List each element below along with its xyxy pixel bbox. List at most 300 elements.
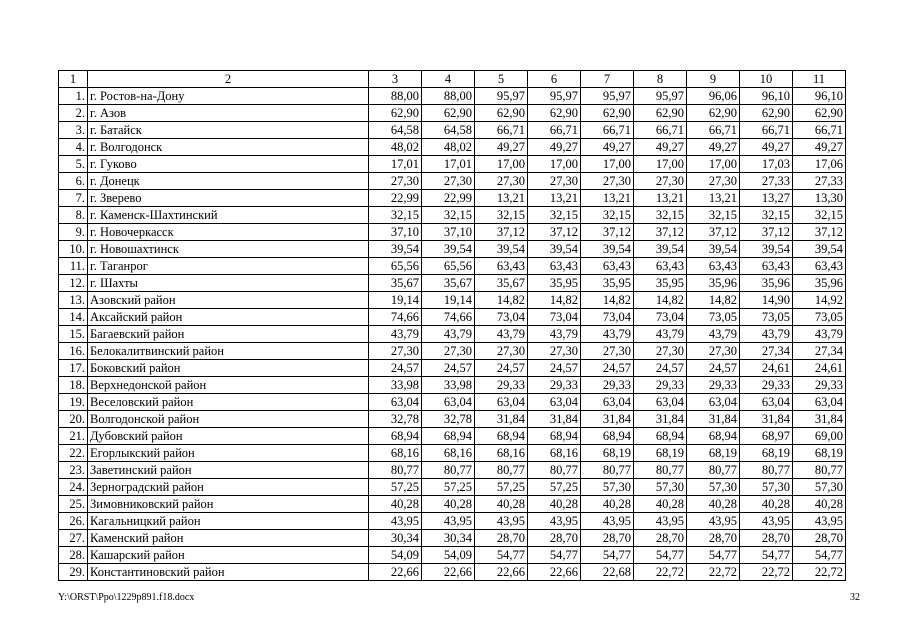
- value-cell: 14,82: [475, 292, 528, 309]
- row-number-cell: 17.: [59, 360, 88, 377]
- column-header-4: 4: [422, 71, 475, 88]
- value-cell: 24,57: [528, 360, 581, 377]
- value-cell: 66,71: [528, 122, 581, 139]
- district-name-cell: г. Шахты: [88, 275, 369, 292]
- table-row: [59, 428, 846, 445]
- value-cell: 65,56: [422, 258, 475, 275]
- value-cell: 31,84: [475, 411, 528, 428]
- value-cell: 29,33: [581, 377, 634, 394]
- value-cell: 54,77: [740, 547, 793, 564]
- value-cell: 95,97: [634, 88, 687, 105]
- value-cell: 63,43: [581, 258, 634, 275]
- value-cell: 43,79: [740, 326, 793, 343]
- value-cell: 32,15: [422, 207, 475, 224]
- value-cell: 63,43: [687, 258, 740, 275]
- value-cell: 63,04: [687, 394, 740, 411]
- value-cell: 31,84: [528, 411, 581, 428]
- table-row: [59, 360, 846, 377]
- value-cell: 17,01: [369, 156, 422, 173]
- value-cell: 24,61: [740, 360, 793, 377]
- value-cell: 37,10: [369, 224, 422, 241]
- value-cell: 33,98: [422, 377, 475, 394]
- value-cell: 14,82: [581, 292, 634, 309]
- table-row: [59, 547, 846, 564]
- value-cell: 49,27: [634, 139, 687, 156]
- value-cell: 69,00: [793, 428, 846, 445]
- value-cell: 95,97: [528, 88, 581, 105]
- value-cell: 24,57: [422, 360, 475, 377]
- value-cell: 39,54: [475, 241, 528, 258]
- value-cell: 40,28: [793, 496, 846, 513]
- value-cell: 37,12: [634, 224, 687, 241]
- district-name-cell: Зерноградский район: [88, 479, 369, 496]
- value-cell: 57,25: [475, 479, 528, 496]
- row-number-cell: 25.: [59, 496, 88, 513]
- row-number-cell: 6.: [59, 173, 88, 190]
- value-cell: 28,70: [475, 530, 528, 547]
- district-name-cell: г. Новочеркасск: [88, 224, 369, 241]
- value-cell: 32,15: [793, 207, 846, 224]
- value-cell: 57,25: [422, 479, 475, 496]
- table-row: [59, 326, 846, 343]
- value-cell: 35,67: [369, 275, 422, 292]
- row-number-cell: 3.: [59, 122, 88, 139]
- value-cell: 37,12: [475, 224, 528, 241]
- value-cell: 62,90: [422, 105, 475, 122]
- value-cell: 73,04: [581, 309, 634, 326]
- value-cell: 39,54: [422, 241, 475, 258]
- row-number-cell: 29.: [59, 564, 88, 581]
- value-cell: 62,90: [581, 105, 634, 122]
- value-cell: 27,33: [740, 173, 793, 190]
- district-name-cell: г. Батайск: [88, 122, 369, 139]
- district-name-cell: Аксайский район: [88, 309, 369, 326]
- value-cell: 31,84: [740, 411, 793, 428]
- value-cell: 57,25: [528, 479, 581, 496]
- table-row: [59, 292, 846, 309]
- value-cell: 43,95: [475, 513, 528, 530]
- value-cell: 57,25: [369, 479, 422, 496]
- value-cell: 32,15: [528, 207, 581, 224]
- value-cell: 62,90: [634, 105, 687, 122]
- district-name-cell: Егорлыкский район: [88, 445, 369, 462]
- value-cell: 22,99: [422, 190, 475, 207]
- value-cell: 63,04: [793, 394, 846, 411]
- value-cell: 66,71: [687, 122, 740, 139]
- value-cell: 80,77: [687, 462, 740, 479]
- table-row: [59, 479, 846, 496]
- value-cell: 27,30: [528, 343, 581, 360]
- header-row: [59, 71, 846, 88]
- value-cell: 40,28: [422, 496, 475, 513]
- value-cell: 29,33: [475, 377, 528, 394]
- district-name-cell: Заветинский район: [88, 462, 369, 479]
- value-cell: 22,66: [475, 564, 528, 581]
- value-cell: 63,43: [475, 258, 528, 275]
- value-cell: 22,66: [422, 564, 475, 581]
- value-cell: 17,00: [475, 156, 528, 173]
- value-cell: 43,95: [793, 513, 846, 530]
- value-cell: 95,97: [475, 88, 528, 105]
- value-cell: 96,10: [793, 88, 846, 105]
- district-name-cell: Дубовский район: [88, 428, 369, 445]
- value-cell: 43,79: [687, 326, 740, 343]
- row-number-cell: 4.: [59, 139, 88, 156]
- row-number-cell: 27.: [59, 530, 88, 547]
- value-cell: 35,67: [422, 275, 475, 292]
- row-number-cell: 19.: [59, 394, 88, 411]
- value-cell: 27,34: [793, 343, 846, 360]
- table-row: [59, 139, 846, 156]
- district-name-cell: Константиновский район: [88, 564, 369, 581]
- value-cell: 37,12: [528, 224, 581, 241]
- value-cell: 39,54: [369, 241, 422, 258]
- value-cell: 63,43: [793, 258, 846, 275]
- value-cell: 31,84: [687, 411, 740, 428]
- value-cell: 73,05: [740, 309, 793, 326]
- value-cell: 54,09: [422, 547, 475, 564]
- value-cell: 62,90: [793, 105, 846, 122]
- value-cell: 22,99: [369, 190, 422, 207]
- value-cell: 66,71: [634, 122, 687, 139]
- table-row: [59, 513, 846, 530]
- value-cell: 27,30: [687, 343, 740, 360]
- value-cell: 43,95: [634, 513, 687, 530]
- value-cell: 28,70: [687, 530, 740, 547]
- value-cell: 54,77: [528, 547, 581, 564]
- value-cell: 22,72: [793, 564, 846, 581]
- value-cell: 68,94: [581, 428, 634, 445]
- value-cell: 63,04: [475, 394, 528, 411]
- row-number-cell: 21.: [59, 428, 88, 445]
- row-number-cell: 8.: [59, 207, 88, 224]
- row-number-cell: 28.: [59, 547, 88, 564]
- value-cell: 73,05: [793, 309, 846, 326]
- value-cell: 14,82: [634, 292, 687, 309]
- district-name-cell: г. Ростов-на-Дону: [88, 88, 369, 105]
- value-cell: 88,00: [422, 88, 475, 105]
- value-cell: 32,15: [369, 207, 422, 224]
- value-cell: 35,96: [793, 275, 846, 292]
- value-cell: 39,54: [793, 241, 846, 258]
- value-cell: 43,95: [422, 513, 475, 530]
- table-row: [59, 309, 846, 326]
- value-cell: 35,95: [581, 275, 634, 292]
- data-table: [58, 70, 846, 581]
- value-cell: 54,77: [475, 547, 528, 564]
- value-cell: 35,96: [687, 275, 740, 292]
- district-name-cell: Азовский район: [88, 292, 369, 309]
- district-name-cell: г. Донецк: [88, 173, 369, 190]
- value-cell: 95,97: [581, 88, 634, 105]
- value-cell: 28,70: [581, 530, 634, 547]
- value-cell: 27,30: [475, 343, 528, 360]
- value-cell: 32,15: [634, 207, 687, 224]
- value-cell: 68,19: [581, 445, 634, 462]
- value-cell: 37,10: [422, 224, 475, 241]
- value-cell: 32,78: [369, 411, 422, 428]
- value-cell: 73,04: [475, 309, 528, 326]
- value-cell: 43,79: [475, 326, 528, 343]
- table-row: [59, 241, 846, 258]
- value-cell: 74,66: [422, 309, 475, 326]
- table-row: [59, 156, 846, 173]
- column-header-9: 9: [687, 71, 740, 88]
- row-number-cell: 15.: [59, 326, 88, 343]
- value-cell: 68,94: [369, 428, 422, 445]
- value-cell: 29,33: [634, 377, 687, 394]
- value-cell: 35,95: [528, 275, 581, 292]
- value-cell: 80,77: [369, 462, 422, 479]
- value-cell: 37,12: [687, 224, 740, 241]
- value-cell: 14,90: [740, 292, 793, 309]
- value-cell: 32,15: [581, 207, 634, 224]
- value-cell: 39,54: [634, 241, 687, 258]
- value-cell: 68,16: [369, 445, 422, 462]
- value-cell: 39,54: [528, 241, 581, 258]
- district-name-cell: Кашарский район: [88, 547, 369, 564]
- value-cell: 62,90: [475, 105, 528, 122]
- value-cell: 32,78: [422, 411, 475, 428]
- value-cell: 68,19: [634, 445, 687, 462]
- value-cell: 13,21: [528, 190, 581, 207]
- value-cell: 27,30: [634, 173, 687, 190]
- table-row: [59, 224, 846, 241]
- value-cell: 35,96: [740, 275, 793, 292]
- value-cell: 40,28: [528, 496, 581, 513]
- value-cell: 54,77: [581, 547, 634, 564]
- value-cell: 80,77: [740, 462, 793, 479]
- value-cell: 63,43: [528, 258, 581, 275]
- value-cell: 22,72: [634, 564, 687, 581]
- value-cell: 49,27: [475, 139, 528, 156]
- value-cell: 80,77: [581, 462, 634, 479]
- value-cell: 28,70: [793, 530, 846, 547]
- value-cell: 27,30: [369, 343, 422, 360]
- value-cell: 54,77: [687, 547, 740, 564]
- value-cell: 68,16: [422, 445, 475, 462]
- value-cell: 54,09: [369, 547, 422, 564]
- row-number-cell: 18.: [59, 377, 88, 394]
- district-name-cell: Каменский район: [88, 530, 369, 547]
- value-cell: 24,57: [687, 360, 740, 377]
- column-header-2: 2: [88, 71, 369, 88]
- value-cell: 80,77: [793, 462, 846, 479]
- row-number-cell: 24.: [59, 479, 88, 496]
- value-cell: 68,19: [793, 445, 846, 462]
- value-cell: 68,94: [687, 428, 740, 445]
- value-cell: 57,30: [793, 479, 846, 496]
- value-cell: 68,19: [740, 445, 793, 462]
- table-row: [59, 530, 846, 547]
- value-cell: 68,16: [475, 445, 528, 462]
- district-name-cell: Верхнедонской район: [88, 377, 369, 394]
- value-cell: 27,30: [475, 173, 528, 190]
- value-cell: 68,16: [528, 445, 581, 462]
- footer-page-number: 32: [850, 592, 860, 603]
- table-row: [59, 275, 846, 292]
- value-cell: 29,33: [687, 377, 740, 394]
- value-cell: 19,14: [369, 292, 422, 309]
- value-cell: 31,84: [793, 411, 846, 428]
- value-cell: 49,27: [581, 139, 634, 156]
- value-cell: 63,04: [528, 394, 581, 411]
- row-number-cell: 13.: [59, 292, 88, 309]
- value-cell: 27,30: [422, 343, 475, 360]
- value-cell: 43,95: [528, 513, 581, 530]
- value-cell: 31,84: [581, 411, 634, 428]
- column-header-6: 6: [528, 71, 581, 88]
- row-number-cell: 7.: [59, 190, 88, 207]
- value-cell: 63,04: [740, 394, 793, 411]
- value-cell: 40,28: [687, 496, 740, 513]
- district-name-cell: Волгодонской район: [88, 411, 369, 428]
- table-row: [59, 88, 846, 105]
- table-row: [59, 564, 846, 581]
- row-number-cell: 10.: [59, 241, 88, 258]
- value-cell: 13,21: [634, 190, 687, 207]
- value-cell: 68,97: [740, 428, 793, 445]
- value-cell: 62,90: [528, 105, 581, 122]
- value-cell: 27,30: [369, 173, 422, 190]
- table-row: [59, 394, 846, 411]
- table-row: [59, 411, 846, 428]
- value-cell: 80,77: [422, 462, 475, 479]
- value-cell: 40,28: [740, 496, 793, 513]
- value-cell: 43,79: [369, 326, 422, 343]
- value-cell: 29,33: [740, 377, 793, 394]
- value-cell: 40,28: [475, 496, 528, 513]
- row-number-cell: 22.: [59, 445, 88, 462]
- district-name-cell: Багаевский район: [88, 326, 369, 343]
- value-cell: 32,15: [740, 207, 793, 224]
- row-number-cell: 9.: [59, 224, 88, 241]
- value-cell: 17,03: [740, 156, 793, 173]
- district-name-cell: г. Каменск-Шахтинский: [88, 207, 369, 224]
- district-name-cell: г. Новошахтинск: [88, 241, 369, 258]
- row-number-cell: 16.: [59, 343, 88, 360]
- value-cell: 37,12: [740, 224, 793, 241]
- value-cell: 66,71: [793, 122, 846, 139]
- value-cell: 22,66: [369, 564, 422, 581]
- table-row: [59, 343, 846, 360]
- value-cell: 64,58: [422, 122, 475, 139]
- table-row: [59, 496, 846, 513]
- value-cell: 63,04: [422, 394, 475, 411]
- value-cell: 14,82: [528, 292, 581, 309]
- value-cell: 63,43: [634, 258, 687, 275]
- district-name-cell: Веселовский район: [88, 394, 369, 411]
- row-number-cell: 14.: [59, 309, 88, 326]
- value-cell: 28,70: [528, 530, 581, 547]
- table-row: [59, 190, 846, 207]
- table-row: [59, 173, 846, 190]
- value-cell: 13,27: [740, 190, 793, 207]
- row-number-cell: 2.: [59, 105, 88, 122]
- value-cell: 74,66: [369, 309, 422, 326]
- row-number-cell: 5.: [59, 156, 88, 173]
- row-number-cell: 20.: [59, 411, 88, 428]
- column-header-5: 5: [475, 71, 528, 88]
- value-cell: 43,79: [422, 326, 475, 343]
- value-cell: 66,71: [740, 122, 793, 139]
- value-cell: 37,12: [793, 224, 846, 241]
- value-cell: 62,90: [687, 105, 740, 122]
- value-cell: 66,71: [475, 122, 528, 139]
- value-cell: 73,04: [528, 309, 581, 326]
- table-row: [59, 258, 846, 275]
- value-cell: 27,30: [581, 173, 634, 190]
- row-number-cell: 11.: [59, 258, 88, 275]
- value-cell: 30,34: [369, 530, 422, 547]
- value-cell: 22,68: [581, 564, 634, 581]
- value-cell: 57,30: [634, 479, 687, 496]
- value-cell: 62,90: [369, 105, 422, 122]
- value-cell: 32,15: [687, 207, 740, 224]
- value-cell: 63,04: [634, 394, 687, 411]
- column-header-3: 3: [369, 71, 422, 88]
- value-cell: 80,77: [528, 462, 581, 479]
- value-cell: 35,67: [475, 275, 528, 292]
- value-cell: 48,02: [369, 139, 422, 156]
- value-cell: 22,72: [740, 564, 793, 581]
- value-cell: 96,06: [687, 88, 740, 105]
- column-header-11: 11: [793, 71, 846, 88]
- value-cell: 49,27: [528, 139, 581, 156]
- table-row: [59, 105, 846, 122]
- row-number-cell: 12.: [59, 275, 88, 292]
- row-number-cell: 23.: [59, 462, 88, 479]
- value-cell: 68,19: [687, 445, 740, 462]
- value-cell: 33,98: [369, 377, 422, 394]
- value-cell: 13,21: [475, 190, 528, 207]
- value-cell: 24,61: [793, 360, 846, 377]
- value-cell: 49,27: [687, 139, 740, 156]
- value-cell: 66,71: [581, 122, 634, 139]
- value-cell: 27,30: [528, 173, 581, 190]
- value-cell: 27,30: [634, 343, 687, 360]
- column-header-7: 7: [581, 71, 634, 88]
- district-name-cell: г. Гуково: [88, 156, 369, 173]
- value-cell: 31,84: [634, 411, 687, 428]
- value-cell: 14,82: [687, 292, 740, 309]
- value-cell: 17,00: [528, 156, 581, 173]
- value-cell: 68,94: [475, 428, 528, 445]
- value-cell: 80,77: [475, 462, 528, 479]
- value-cell: 37,12: [581, 224, 634, 241]
- value-cell: 13,21: [687, 190, 740, 207]
- value-cell: 73,04: [634, 309, 687, 326]
- table-row: [59, 462, 846, 479]
- column-header-10: 10: [740, 71, 793, 88]
- value-cell: 39,54: [687, 241, 740, 258]
- row-number-cell: 1.: [59, 88, 88, 105]
- value-cell: 17,01: [422, 156, 475, 173]
- value-cell: 24,57: [634, 360, 687, 377]
- value-cell: 28,70: [634, 530, 687, 547]
- value-cell: 43,79: [528, 326, 581, 343]
- value-cell: 63,43: [740, 258, 793, 275]
- district-name-cell: Белокалитвинский район: [88, 343, 369, 360]
- value-cell: 22,72: [687, 564, 740, 581]
- value-cell: 62,90: [740, 105, 793, 122]
- value-cell: 27,34: [740, 343, 793, 360]
- value-cell: 43,95: [687, 513, 740, 530]
- value-cell: 30,34: [422, 530, 475, 547]
- value-cell: 64,58: [369, 122, 422, 139]
- district-name-cell: Зимовниковский район: [88, 496, 369, 513]
- value-cell: 24,57: [475, 360, 528, 377]
